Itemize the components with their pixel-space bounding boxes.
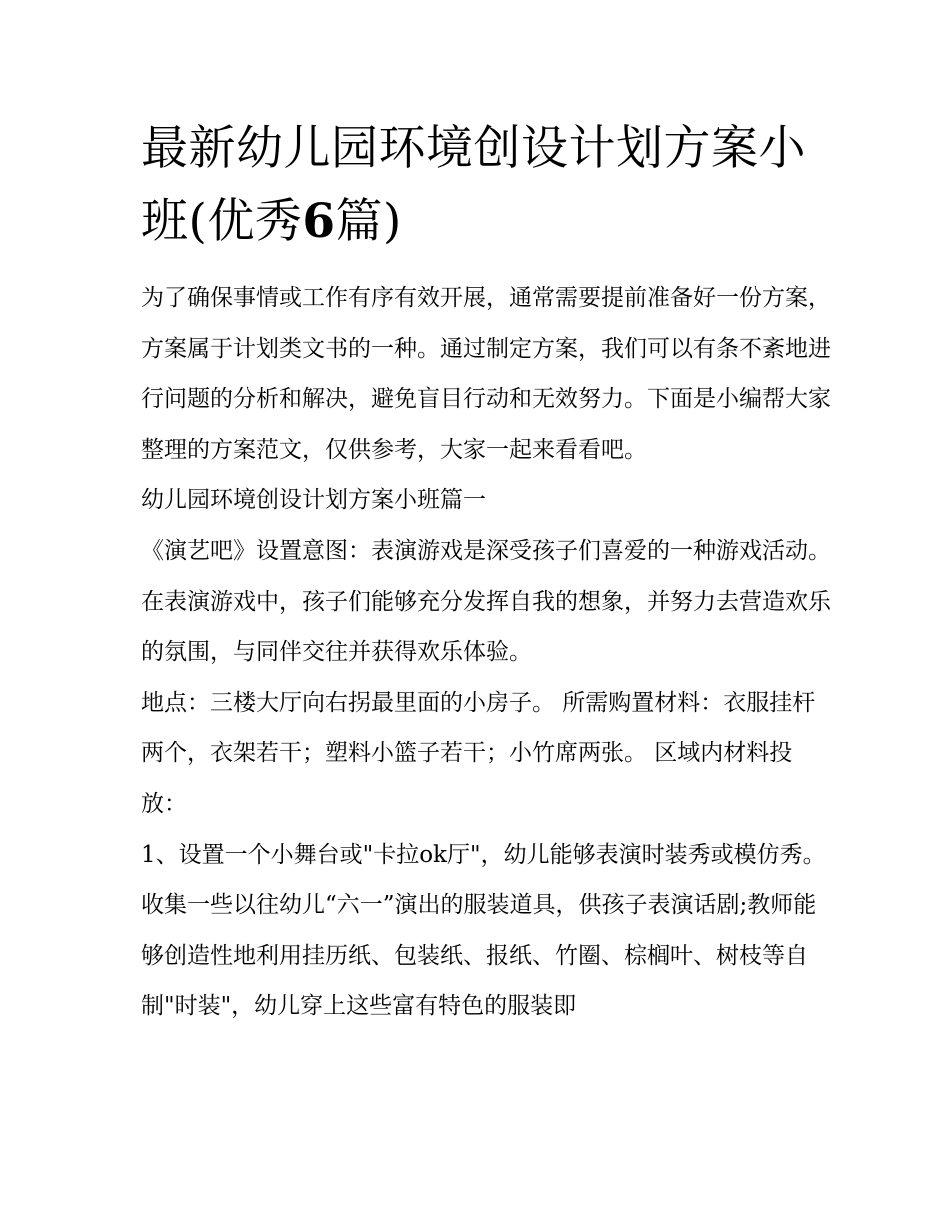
intro-paragraph: 为了确保事情或工作有序有效开展，通常需要提前准备好一份方案，方案属于计划类文书的一种。通过制定方案，我们可以有条不紊地进行问题的分析和解决，避免盲目行动和无效努力。下面是小编帮大家整理的方案范文，仅供参考，大家一起来看看吧。 xyxy=(141,285,831,463)
title-text: 最新幼儿园环境创设计划方案小班(优秀 xyxy=(141,121,806,249)
title-number: 6 xyxy=(302,194,336,249)
body-paragraph-item-1: 1、设置一个小舞台或"卡拉ok厅"，幼儿能够表演时装秀或模仿秀。收集一些以往幼儿“六一”演出的服装道具，供孩子表演话剧;教师能够创造性地利用挂历纸、包装纸、报纸、竹圈、棕榈叶、树枝等自制"时装"，幼儿穿上这些富有特色的服装即 xyxy=(141,841,826,1020)
body-paragraph-location: 地点：三楼大厅向右拐最里面的小房子。 所需购置材料：衣服挂杆两个，衣架若干；塑料小篮子若干；小竹席两张。 区域内材料投放： xyxy=(141,689,816,817)
title-text-end: 篇) xyxy=(335,194,402,249)
section-heading: 幼儿园环境创设计划方案小班篇一 xyxy=(141,487,486,514)
document-page xyxy=(141,112,831,1032)
body-paragraph-purpose: 《演艺吧》设置意图：表演游戏是深受孩子们喜爱的一种游戏活动。在表演游戏中，孩子们能够充分发挥自我的想象，并努力去营造欢乐的氛围，与同伴交往并获得欢乐体验。 xyxy=(141,537,831,666)
document-title xyxy=(141,112,831,258)
document-body xyxy=(141,273,831,1032)
